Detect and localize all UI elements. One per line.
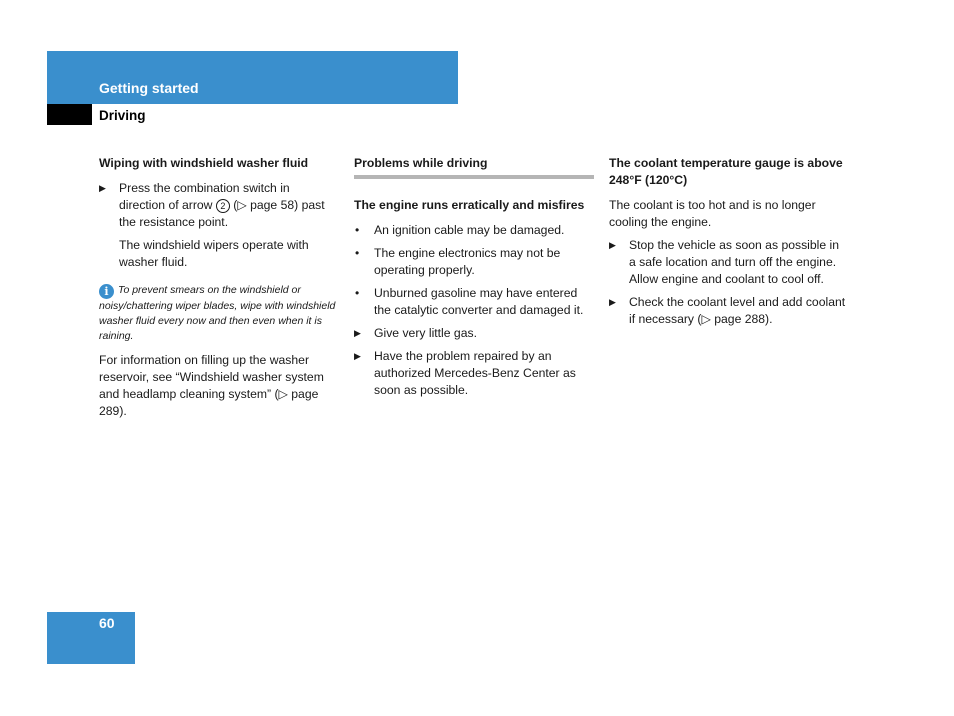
bullet-item [354,245,594,279]
subheading-engine: The engine runs erratically and misfires [354,198,585,212]
step-text-a: Press the combination switch in direction of arrow [119,181,290,212]
note-text: To prevent smears on the windshield or noisy/chattering wiper blades, wipe with windshield washer fluid every now and then even when it is raining. [99,284,336,342]
column-3 [609,155,849,334]
step-text-b: (▷ page 58) past the resistance point. [119,198,325,229]
page-number: 60 [99,615,115,631]
step-result: The windshield wipers operate with washer fluid. [119,238,309,269]
header-bar [47,51,458,104]
bullet-text: The engine electronics may not be operating properly. [374,246,561,277]
bullet-dot: • [355,286,360,300]
bullet-item [354,222,594,239]
paragraph-reservoir-info: For information on filling up the washer reservoir, see “Windshield washer system and headlamp cleaning system” (▷ page 289). [99,353,324,418]
bullet-dot: • [355,246,360,260]
section-title: Getting started [99,80,199,96]
section-tab-marker [47,104,92,125]
bullet-item [354,285,594,319]
page-number-box [47,612,135,664]
column-1 [99,155,339,426]
triangle-right-icon: ▶ [354,351,361,361]
step-item [609,237,849,288]
step-item [354,325,594,342]
triangle-right-icon: ▶ [354,328,361,338]
triangle-right-icon: ▶ [609,240,616,250]
bullet-text: Unburned gasoline may have entered the catalytic converter and damaged it. [374,286,584,317]
step-item [354,348,594,399]
heading-washer-fluid: Wiping with windshield washer fluid [99,156,309,170]
bullet-text: An ignition cable may be damaged. [374,223,565,237]
triangle-right-icon: ▶ [609,297,616,307]
paragraph-coolant: The coolant is too hot and is no longer cooling the engine. [609,198,816,229]
bullet-dot: • [355,223,360,237]
column-2 [354,155,594,405]
step-text: Give very little gas. [374,326,477,340]
step-text: Have the problem repaired by an authorized Mercedes-Benz Center as soon as possible. [374,349,576,397]
step-item [609,294,849,328]
heading-problems: Problems while driving [354,155,594,179]
step-text: Check the coolant level and add coolant if necessary (▷ page 288). [629,295,846,326]
step-text: Stop the vehicle as soon as possible in a safe location and turn off the engine. Allow engine and coolant to cool off. [629,238,840,286]
step-item [99,180,339,231]
circled-number: 2 [216,199,230,213]
page-subtitle: Driving [99,108,146,123]
info-icon: i [99,284,114,299]
triangle-right-icon: ▶ [99,183,106,193]
heading-coolant: The coolant temperature gauge is above 248°F (120°C) [609,156,843,187]
note [99,283,339,344]
